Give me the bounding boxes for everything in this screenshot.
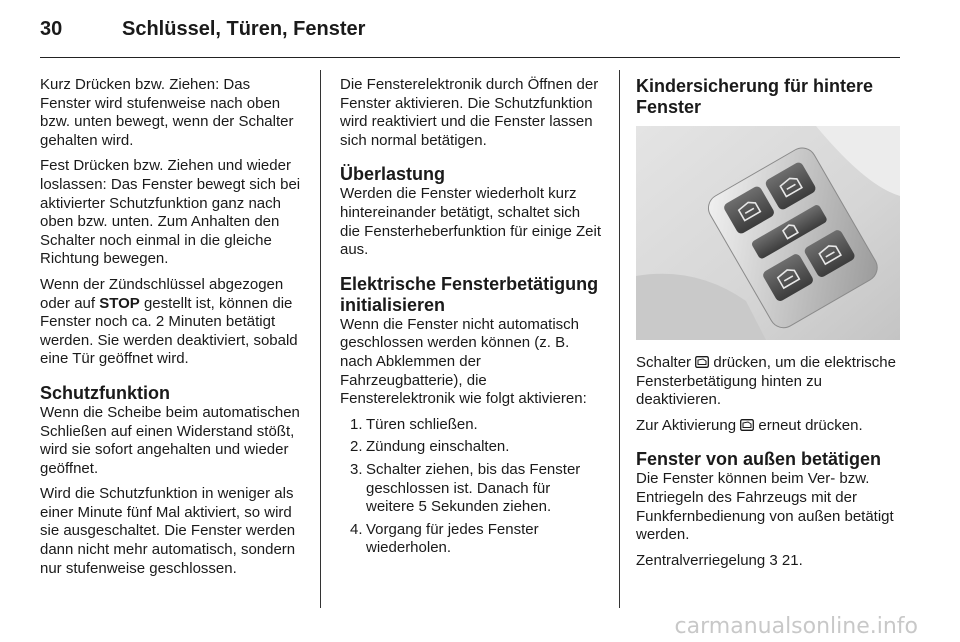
list-item: 1. Türen schließen. <box>350 415 478 433</box>
paragraph-obstacle: Wenn die Scheibe beim automatischen Schließen auf einen Widerstand stößt, wird sie sofort angehalten und wieder geöffnet. <box>40 403 300 477</box>
heading-kindersicherung: Kindersicherung für hintere Fenster <box>636 76 874 117</box>
column-3 <box>636 76 900 577</box>
page-number: 30 <box>40 18 63 40</box>
paragraph-short-press: Kurz Drücken bzw. Ziehen: Das Fenster wird stufenweise nach oben bzw. unten bewegt, wenn der Schalter gehalten wird. <box>40 76 294 149</box>
list-item: 2. Zündung einschalten. <box>350 438 510 456</box>
page-reference-arrow-icon: 3 <box>769 551 778 569</box>
init-steps-list <box>340 416 602 558</box>
paragraph-init-intro: Wenn die Fenster nicht automatisch geschlossen werden können (z. B. nach Abklemmen der Fahrzeugbatterie), die Fensterelektronik wie folgt aktivieren: <box>340 315 587 408</box>
heading-schutzfunktion: Schutzfunktion <box>40 382 170 403</box>
heading-initialisieren: Elektrische Fensterbetätigung initialisieren <box>340 273 599 315</box>
column-divider-1 <box>320 70 321 608</box>
watermark: carmanualsonline.info <box>674 614 918 639</box>
paragraph-central-locking-ref[interactable]: Zentralverriegelung 3 21. <box>636 551 803 569</box>
window-switch-panel-photo <box>636 126 900 340</box>
paragraph-child-lock: Schalter drücken, um die elektrische Fensterbetätigung hinten zu deaktivieren. <box>636 354 896 409</box>
paragraph-firm-press: Fest Drücken bzw. Ziehen und wieder loslassen: Das Fenster bewegt sich bei aktivierter Schutzfunktion ganz nach oben bzw. unten. Zum Anhalten den Schalter noch einmal in die gleiche Richtung bewegen. <box>40 157 301 268</box>
paragraph-protection-off: Wird die Schutzfunktion in weniger als einer Minute fünf Mal aktiviert, so wird sie ausgeschaltet. Die Fenster werden dann nicht mehr automatisch, sondern nur stufenweise geschlossen. <box>40 485 296 577</box>
header-rule <box>40 57 900 58</box>
list-item: 4. Vorgang für jedes Fenster wiederholen. <box>350 520 539 557</box>
heading-fenster-aussen: Fenster von außen betätigen <box>636 449 882 470</box>
paragraph-ignition-off: Wenn der Zündschlüssel abgezogen oder auf STOP gestellt ist, können die Fenster noch ca. 2 Minuten betätigt werden. Sie werden deaktiviert, sobald eine Tür geöffnet wird. <box>40 275 298 368</box>
column-1 <box>40 76 302 585</box>
list-item: 3. Schalter ziehen, bis das Fenster geschlossen ist. Danach für weitere 5 Sekunden ziehen. <box>350 460 581 516</box>
child-lock-window-icon <box>695 356 709 368</box>
stop-keyword: STOP <box>99 294 140 312</box>
child-lock-window-icon <box>740 419 754 431</box>
paragraph-reactivate: Zur Aktivierung erneut drücken. <box>636 416 863 434</box>
paragraph-remote-operation: Die Fenster können beim Ver- bzw. Entriegeln des Fahrzeugs mit der Funkfernbedienung von außen betätigt werden. <box>636 470 894 544</box>
column-2 <box>340 76 602 562</box>
chapter-title: Schlüssel, Türen, Fenster <box>122 18 366 40</box>
paragraph-overload: Werden die Fenster wiederholt kurz hintereinander betätigt, schaltet sich die Fensterheberfunktion für einige Zeit aus. <box>340 185 601 259</box>
heading-ueberlastung: Überlastung <box>340 164 446 185</box>
column-divider-2 <box>619 70 620 608</box>
paragraph-activate-electronics: Die Fensterelektronik durch Öffnen der Fenster aktivieren. Die Schutzfunktion wird reaktiviert und die Fenster lassen sich normal betätigen. <box>340 76 599 149</box>
page-header <box>40 18 900 48</box>
